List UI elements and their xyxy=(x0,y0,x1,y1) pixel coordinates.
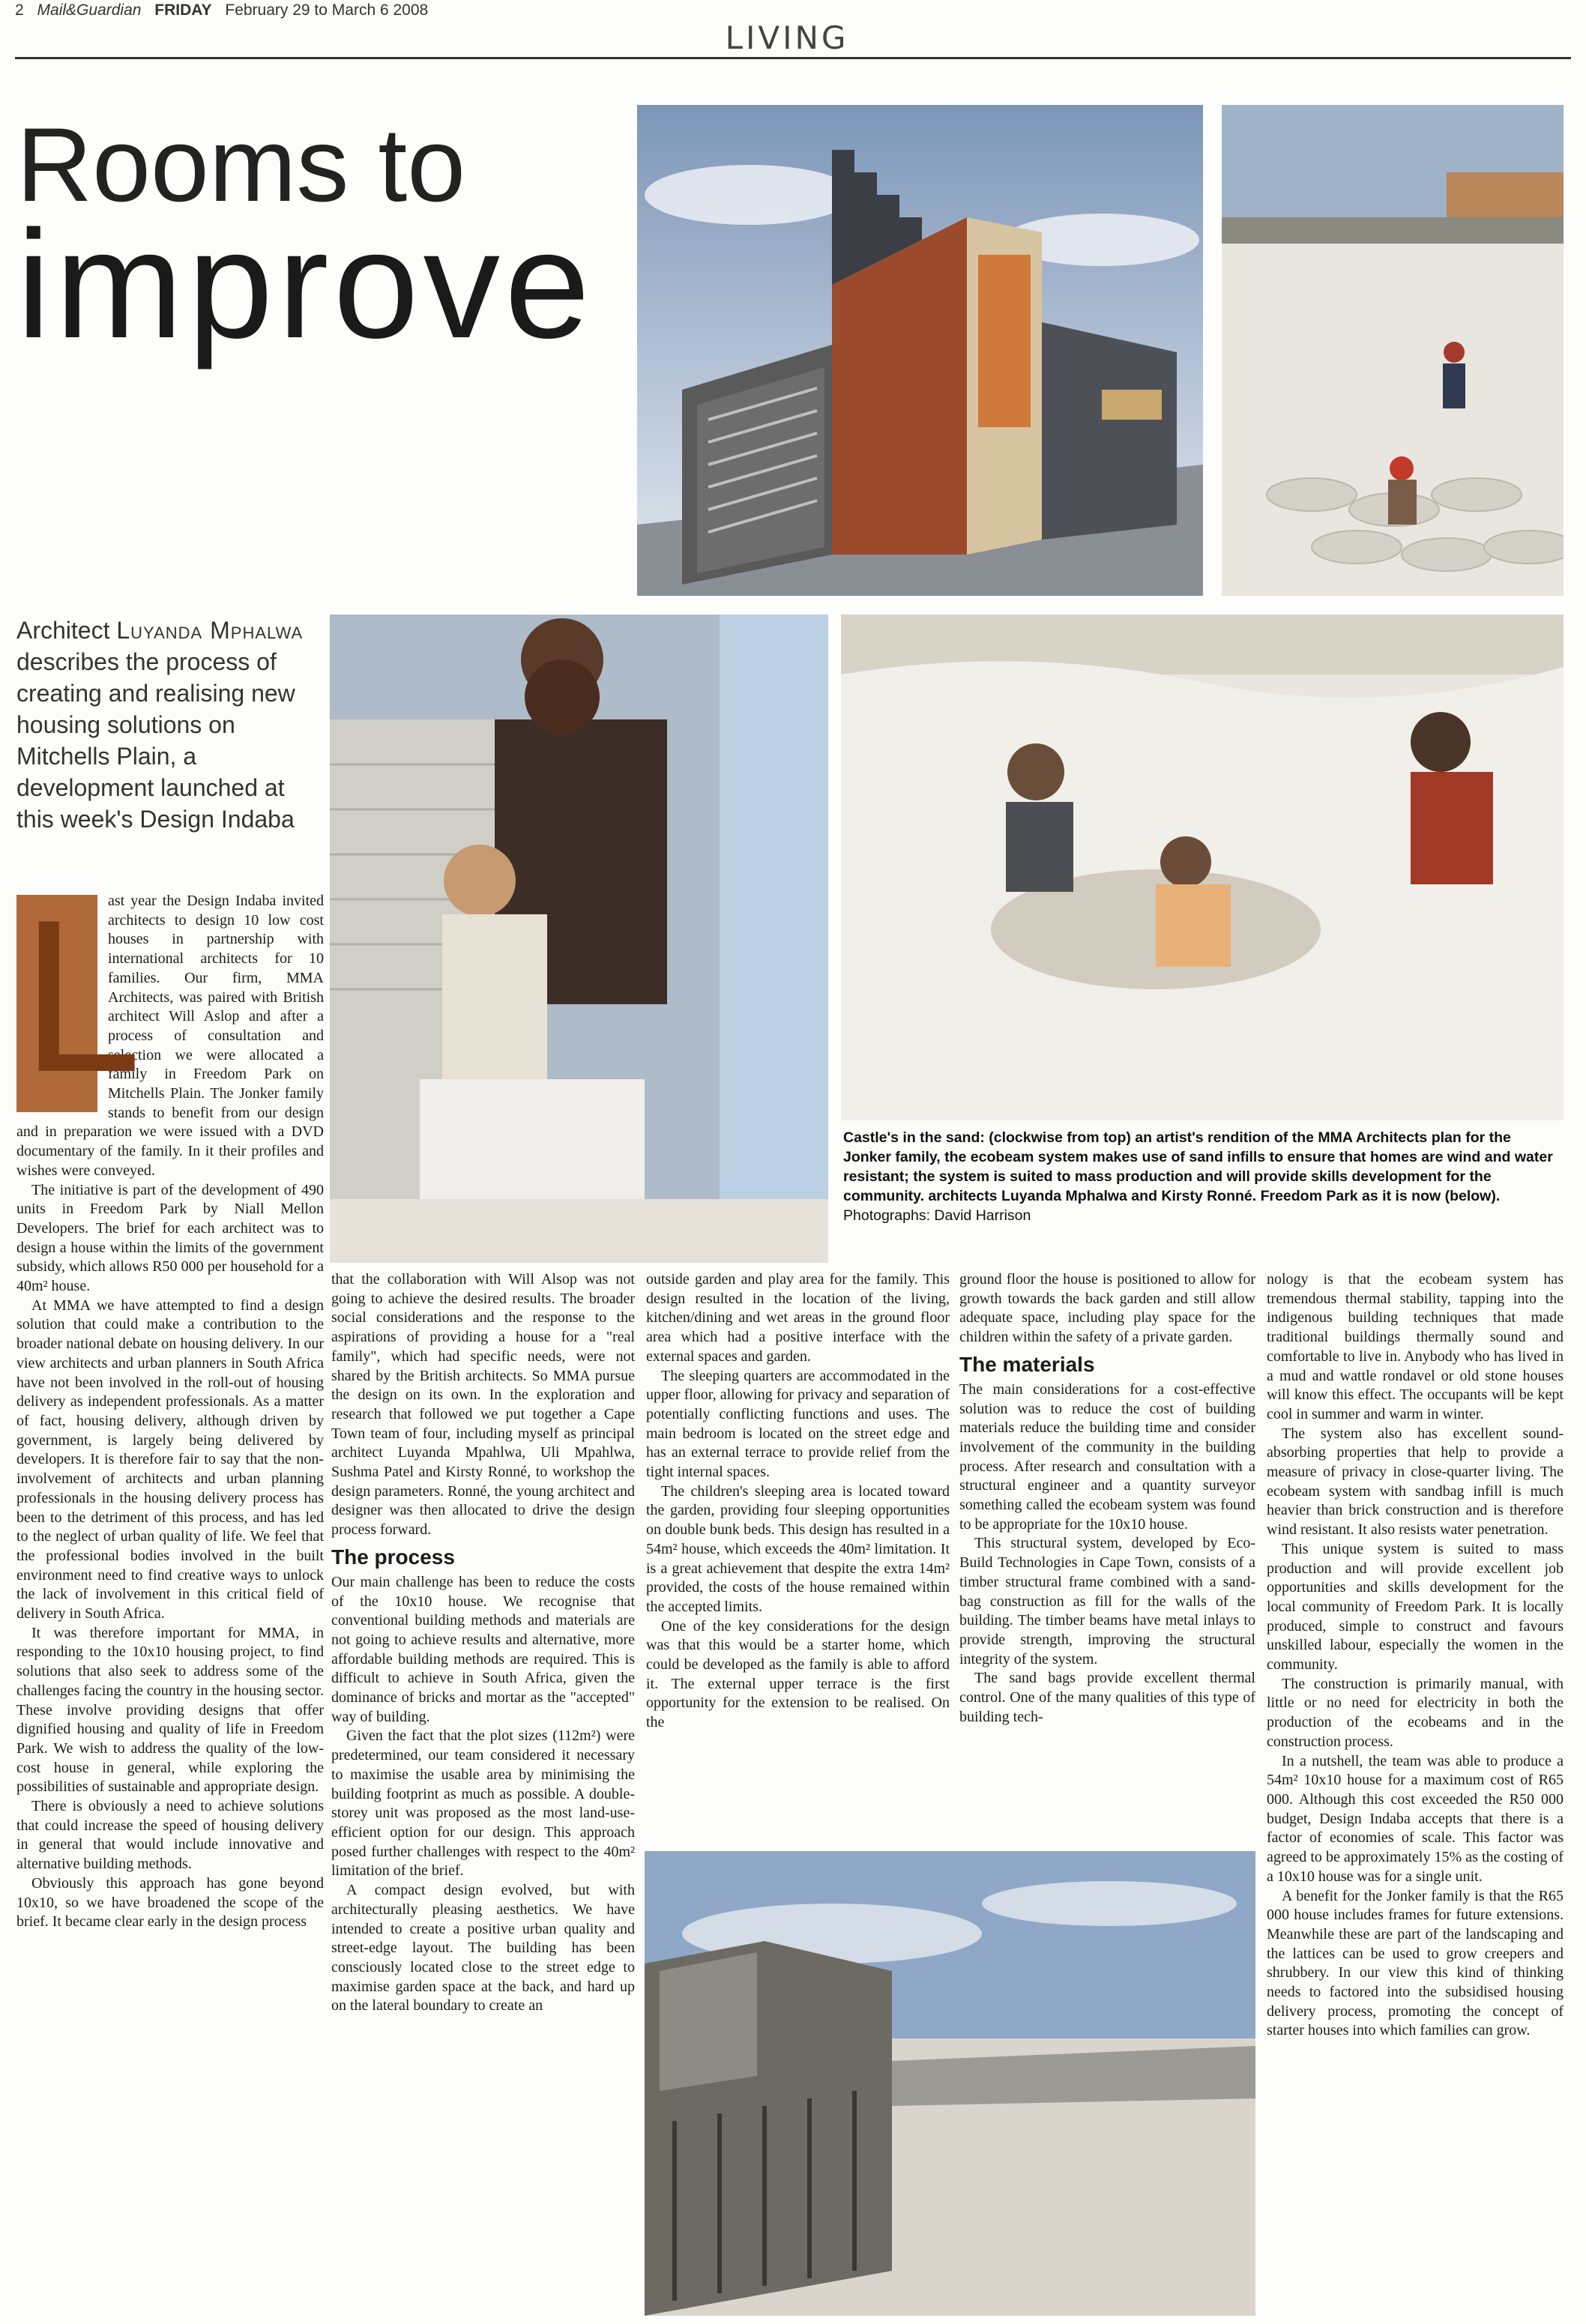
subhead-materials: The materials xyxy=(959,1352,1095,1376)
paragraph: that the collaboration with Will Alsop was not going to achieve the desired results. The broader social considerations and the response to the aspirations of providing a house for a "real family", which had specific needs, were not shared by the British architects. So MMA pursue the design on its own. In the exploration and research that followed we put together a Cape Town team of four, including myself as principal architect Luyanda Mpahlwa, Uli Mpahlwa, Sushma Patel and Kirsty Ronné, to workshop the design parameters. Ronné, the young architect and designer was then allocated to drive the design process forward. xyxy=(331,1271,635,1539)
paragraph: The construction is primarily manual, with little or no need for electricity in both the production of the ecobeams and in the construction process. xyxy=(1267,1675,1564,1750)
paragraph: This unique system is suited to mass production and will provide excellent job opportunities and skills development for the local community of Freedom Park. It is locally produced, simple to construct and favours unskilled labour, especially the women in the community. xyxy=(1267,1540,1564,1673)
photo-credit: Photographs: David Harrison xyxy=(843,1207,1031,1224)
drop-cap xyxy=(16,892,142,1117)
photo-artist-rendering xyxy=(637,105,1203,596)
paragraph: The main considerations for a cost-effective solution was to reduce the cost of building materials reduce the building time and consider involvement of the community in the building process. After research and consultation with a structural engineer and a quantity surveyor something called the ecobeam system was found to be appropriate for the 10x10 house. xyxy=(959,1380,1255,1533)
paragraph: nology is that the ecobeam system has tremendous thermal stability, tapping into the indigenous building techniques that made traditional buildings thermally sound and comfortable to live in. Anybody who has lived in a mud and wattle rondavel or old stone houses will know this effect. The occupants will be kept cool in summer and warm in winter. xyxy=(1267,1271,1564,1422)
paragraph: The children's sleeping area is located toward the garden, providing four sleeping opportunities on double bunk beds. This design has resulted in a 54m² house, which exceeds the 40m² limitation. It is a great achievement that despite the extra 14m² provided, the costs of the house remained within the accepted limits. xyxy=(646,1482,950,1615)
masthead-name: Mail&Guardian xyxy=(37,1,142,19)
standfirst-text: describes the process of creating and realising new housing solutions on Mitchells Plain, a development launched at this week's Design Indaba xyxy=(16,648,295,833)
paragraph: ground floor the house is positioned to allow for growth towards the back garden and still allow adequate space, including play space for the children within the safety of a private garden. xyxy=(959,1271,1255,1346)
sand-workers-illustration xyxy=(841,615,1564,1120)
paragraph: The sleeping quarters are accommodated in the upper floor, allowing for privacy and separation of potentially conflicting functions and uses. The main bedroom is located on the street edge and has an external terrace to provide relief from the tight internal spaces. xyxy=(646,1367,950,1481)
architects-illustration xyxy=(330,615,828,1263)
article-column-2 xyxy=(331,1270,635,2316)
headline-line-2: improve xyxy=(16,199,595,370)
article-column-5 xyxy=(1267,1270,1564,2316)
paragraph: This structural system, developed by Eco-Build Technologies in Cape Town, consists of a timber structural frame combined with a sand-bag construction as fill for the walls of the building. The timber beams have metal inlays to provide strength, improving the structural integrity of the system. xyxy=(959,1535,1255,1667)
photo-sand-workers xyxy=(841,615,1564,1120)
photo-ecobeam-site xyxy=(1222,105,1564,596)
drop-cap-letter: L xyxy=(21,892,142,1117)
paragraph: Our main challenge has been to reduce the costs of the 10x10 house. We recognise that conventional building methods and materials are not going to achieve results and alternative, more affordable building methods are required. This is difficult to achieve in South Africa, given the dominance of bricks and mortar as the "accepted" way of building. xyxy=(331,1573,635,1725)
paragraph: Obviously this approach has gone beyond 10x10, so we have broadened the scope of the brief. It became clear early in the design process xyxy=(16,1874,324,1931)
subhead-process: The process xyxy=(331,1545,455,1569)
paragraph: ast year the Design Indaba invited architects to design 10 low cost houses in partnership with international architects for 10 families. Our firm, MMA Architects, was paired with British architect Will Aslop and after a process of consultation and selection we were allocated a family in Freedom Park on Mitchells Plain. The Jonker family stands to benefit from our design and in preparation we were issued with a DVD documentary of the family. In it their profiles and wishes were conveyed. xyxy=(16,893,324,1179)
article-column-4 xyxy=(959,1270,1255,1844)
caption-text: Castle's in the sand: (clockwise from top) an artist's rendition of the MMA Architects plan for the Jonker family, the ecobeam system makes use of sand infills to ensure that homes are wind and water resistant; the system is suited to mass production and will provide skills development for the community. architects Luyanda Mphalwa and Kirsty Ronné. Freedom Park as it is now (below). xyxy=(843,1129,1553,1204)
page-number: 2 xyxy=(15,1,24,19)
freedom-park-illustration xyxy=(645,1851,1255,2316)
standfirst-intro: Architect xyxy=(16,617,110,644)
paragraph: In a nutshell, the team was able to produce a 54m² 10x10 house for a maximum cost of R65 000. Although this cost exceeded the R50 000 budget, Design Indaba accepts that there is a factor of economies of scale. This factor was agreed to be approximately 15% as the costing of a 10x10 house was for a single unit. xyxy=(1267,1752,1564,1885)
paragraph: There is obviously a need to achieve solutions that could increase the speed of housing delivery in general that would include innovative and alternative building methods. xyxy=(16,1798,324,1873)
paragraph: outside garden and play area for the family. This design resulted in the location of the living, kitchen/dining and wet areas in the ground floor area which had a positive interface with the external spaces and garden. xyxy=(646,1271,950,1365)
paragraph: The sand bags provide excellent thermal control. One of the many qualities of this type of building tech- xyxy=(959,1670,1255,1725)
article-column-3 xyxy=(646,1270,950,1844)
author-name: Luyanda Mphalwa xyxy=(116,617,304,644)
ecobeam-site-illustration xyxy=(1222,105,1564,596)
photo-freedom-park xyxy=(645,1851,1255,2316)
paragraph: At MMA we have attempted to find a design solution that could make a contribution to the broader national debate on housing delivery. In our view architects and urban planners in South Africa have not been involved in the roll-out of housing delivery as independent professionals. As a matter of fact, housing delivery, although driven by government, is largely being delivered by developers. It is therefore fair to say that the non-involvement of architects and urban planning professionals in the housing delivery process has been to the detriment of this process, and has led to the neglect of urban quality of life. We feel that the professional bodies involved in the built environment need to find creative ways to unlock the lack of involvement in this critical field of delivery in South Africa. xyxy=(16,1297,324,1623)
issue-date: February 29 to March 6 2008 xyxy=(225,1,429,19)
paragraph: A benefit for the Jonker family is that the R65 000 house includes frames for future extensions. Meanwhile these are part of the landscaping and the lattices can be used to grow creepers and shrubbery. In our view this kind of thinking needs to factored into the subsidised housing delivery process, promoting the concept of starter houses into which families can grow. xyxy=(1267,1887,1564,2039)
paragraph: A compact design evolved, but with architecturally pleasing aesthetics. We have intended to create a positive urban quality and street-edge layout. The building has been consciously located close to the street edge to maximise garden space at the back, and hard up on the lateral boundary to create an xyxy=(331,1882,635,2014)
paragraph: The system also has excellent sound-absorbing properties that help to provide a measure of privacy in close-quarter living. The ecobeam system with sandbag infill is much heavier than brick construction and is therefore wind resistant. It also resists water penetration. xyxy=(1267,1425,1564,1539)
house-rendering-illustration xyxy=(637,105,1203,596)
paragraph: One of the key considerations for the design was that this would be a starter home, which could be developed as the family is able to afford it. The external upper terrace is the first opportunity for the extension to be realised. On the xyxy=(646,1617,950,1731)
section-label: LIVING xyxy=(725,19,849,56)
paragraph: Given the fact that the plot sizes (112m²) were predetermined, our team considered it necessary to maximise the usable area by minimising the building footprint as much as possible. A double-storey unit was proposed as the most land-use-efficient option for our design. This approach posed further challenges with respect to the 40m² limitation of the brief. xyxy=(331,1727,635,1880)
header-rule xyxy=(15,57,1571,59)
headline-line-1: Rooms to xyxy=(16,106,466,223)
standfirst xyxy=(16,615,324,835)
issue-day: FRIDAY xyxy=(154,1,212,19)
article-column-1 xyxy=(16,892,324,2316)
paragraph: It was therefore important for MMA, in responding to the 10x10 housing project, to find solutions that also seek to address some of the challenges facing the country in the housing sector. These involve providing designs that offer dignified housing and quality of life in Freedom Park. We wish to address the quality of the low-cost house in general, while exploring the possibilities of sustainable and appropriate design. xyxy=(16,1624,324,1796)
paragraph: The initiative is part of the development of 490 units in Freedom Park by Niall Mellon Developers. The brief for each architect was to design a house within the limits of the government subsidy, which allows R50 000 per household for a 40m² house. xyxy=(16,1181,324,1295)
photo-caption xyxy=(843,1128,1563,1225)
photo-architects xyxy=(330,615,828,1263)
